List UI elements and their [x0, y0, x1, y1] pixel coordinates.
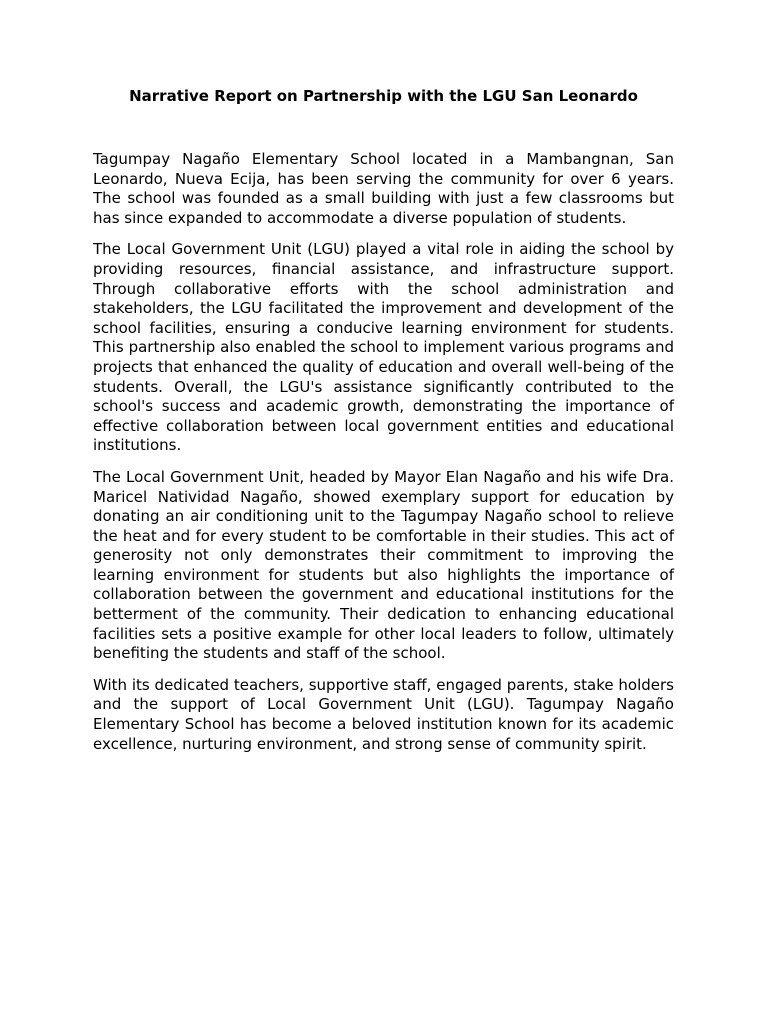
document-title: Narrative Report on Partnership with the LGU San Leonardo	[129, 87, 638, 105]
paragraph-lgu-role: The Local Government Unit (LGU) played a vital role in aiding the school by providing resources, financial assistance, and infrastructure support. Through collaborative efforts with the school administration and stakeholders, the LGU facilitated the improvement and development of the school facilities, ensuring a conducive learning environment for students. This partnership also enabled the school to implement various programs and projects that enhanced the quality of education and overall well-being of the students. Overall, the LGU's assistance significantly contributed to the school's success and academic growth, demonstrating the importance of effective collaboration between local government entities and educational institutions.	[93, 240, 674, 455]
paragraph-air-conditioning-donation: The Local Government Unit, headed by Mayor Elan Nagaño and his wife Dra. Maricel Natividad Nagaño, showed exemplary support for education by donating an air conditioning unit to the Tagumpay Nagaño school to relieve the heat and for every student to be comfortable in their studies. This act of generosity not only demonstrates their commitment to improving the learning environment for students but also highlights the importance of collaboration between the government and educational institutions for the betterment of the community. Their dedication to enhancing educational facilities sets a positive example for other local leaders to follow, ultimately benefiting the students and staff of the school.	[93, 467, 674, 663]
paragraph-school-history: Tagumpay Nagaño Elementary School located in a Mambangnan, San Leonardo, Nueva Ecija, has been serving the community for over 6 years. The school was founded as a small building with just a few classrooms but has since expanded to accommodate a diverse population of students.	[93, 150, 674, 227]
paragraph-conclusion: With its dedicated teachers, supportive staff, engaged parents, stake holders and the support of Local Government Unit (LGU). Tagumpay Nagaño Elementary School has become a beloved institution known for its academic excellence, nurturing environment, and strong sense of community spirit.	[93, 675, 674, 753]
document-body	[93, 150, 674, 766]
